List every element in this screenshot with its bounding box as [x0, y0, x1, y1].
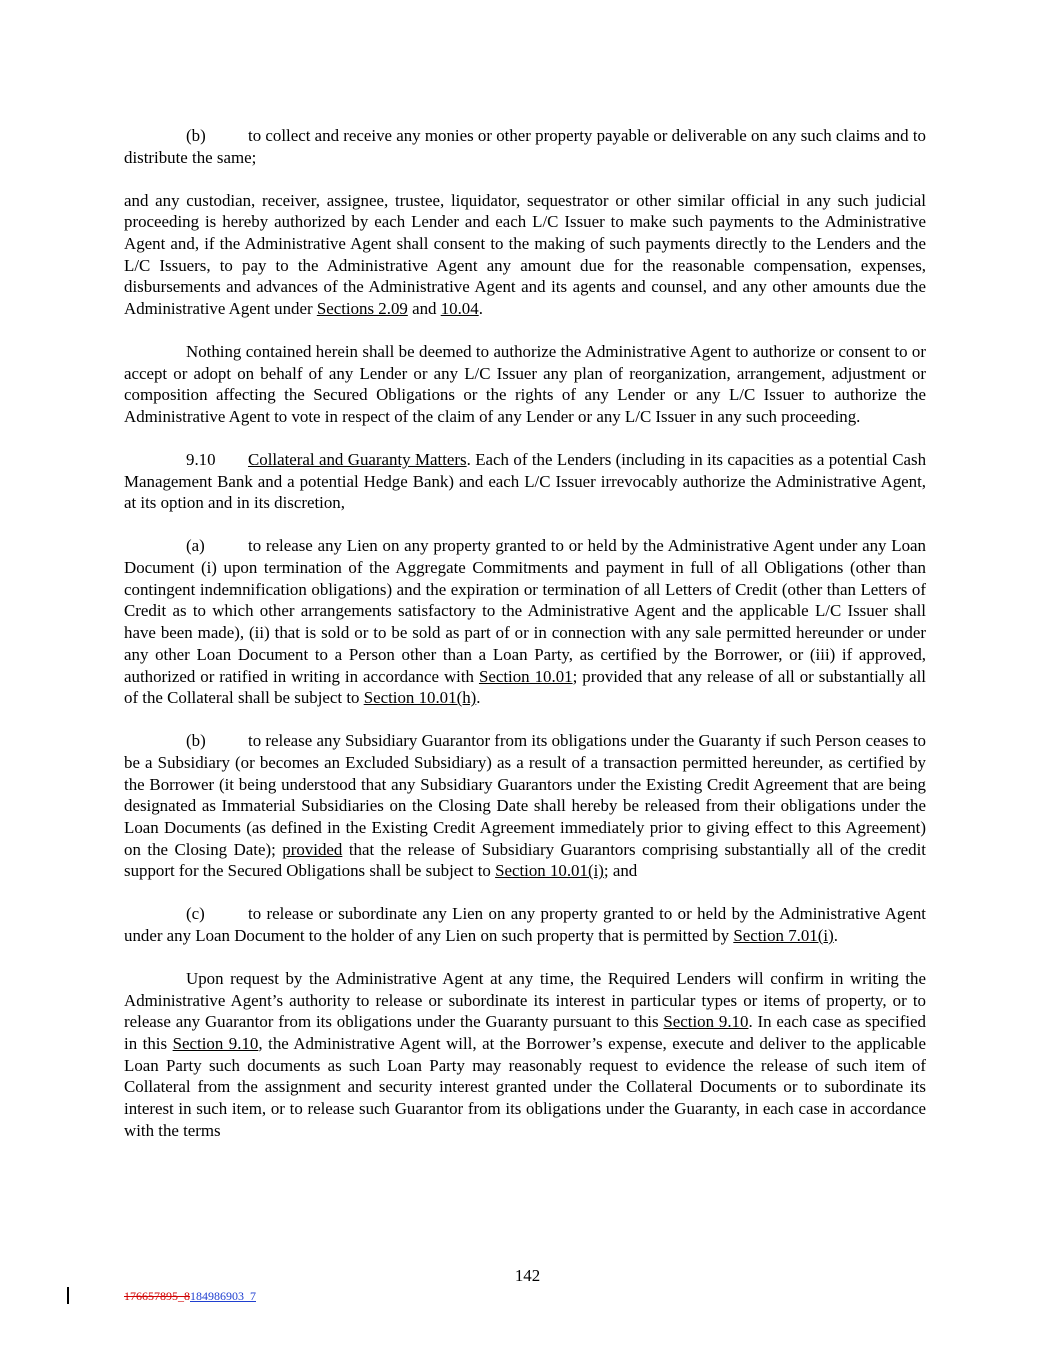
section-9-10: 9.10 Collateral and Guaranty Matters. Each of the Lenders (including in its capacities as a potential Cash Management Bank and a potential Hedge Bank) and each L/C Issuer irrevocably authorize the Administrative Agent, at its option and in its discretion, — [124, 450, 927, 513]
paragraph-custodian: and any custodian, receiver, assignee, trustee, liquidator, sequestrator or other similar official in any such judicial proceeding is hereby authorized by each Lender and each L/C Issuer to make such payments to the Administrative Agent and, if the Administrative Agent shall consent to the making of such payments directly to the Lenders and the L/C Issuers, to pay to the Administrative Agent any amount due for the reasonable compensation, expenses, disbursements and advances of the Administrative Agent and its agents and counsel, and any other amounts due the Administrative Agent under Sections 2.09 and 10.04. — [124, 190, 926, 319]
paragraph-nothing-contained: Nothing contained herein shall be deemed to authorize the Administrative Agent to authorize or consent to or accept or adopt on behalf of any Lender or any L/C Issuer any plan of reorganization, arrangement, adjustment or composition affecting the Secured Obligations or the rights of any Lender or any L/C Issuer to authorize the Administrative Agent to vote in respect of the claim of any Lender or any L/C Issuer in any such proceeding. — [124, 342, 926, 427]
paragraph-a-release-lien: (a) to release any Lien on any property granted to or held by the Administrative Agent under any Loan Document (i) upon termination of the Aggregate Commitments and payment in full of all Obligations (other than contingent indemnification obligations) and the expiration or termination of all Letters of Credit (other than Letters of Credit as to which other arrangements satisfactory to the Administrative Agent and the applicable L/C Issuer shall have been made), (ii) that is sold or to be sold as part of or in connection with any sale permitted hereunder or under any other Loan Document to a Person other than a Loan Party, as certified by the Borrower, or (iii) if approved, authorized or ratified in writing in accordance with Section 10.01; provided that any release of all or substantially all of the Collateral shall be subject to Section 10.01(h). — [124, 536, 926, 708]
cross-reference: Section 10.01(i) — [495, 861, 604, 881]
clause-label: (c) — [186, 904, 205, 924]
change-bar — [67, 1287, 69, 1304]
paragraph-upon-request: Upon request by the Administrative Agent at any time, the Required Lenders will confirm in writing the Administrative Agent’s authority to release or subordinate its interest in particular types or items of property, or to release any Guarantor from its obligations under the Guaranty pursuant to this Section 9.10. In each case as specified in this Section 9.10, the Administrative Agent will, at the Borrower’s expense, execute and deliver to the applicable Loan Party such documents as such Loan Party may reasonably request to evidence the release of such item of Collateral from the assignment and security interest granted under the Collateral Documents or to subordinate its interest in such item, or to release such Guarantor from its obligations under the Guaranty, in each case in accordance with the terms — [124, 968, 926, 1140]
cross-reference: Section 10.01 — [478, 666, 573, 686]
cross-reference: Sections 2.09 — [316, 299, 408, 319]
paragraph-c-subordinate: (c) to release or subordinate any Lien on any property granted to or held by the Administrative Agent under any Loan Document to the holder of any Lien on such property that is permitted by Section 7.01(i). — [124, 904, 926, 945]
document-id — [124, 1289, 256, 1304]
cross-reference: 10.04 — [440, 299, 479, 319]
paragraph-b-release-guarantor: (b) to release any Subsidiary Guarantor from its obligations under the Guaranty if such Person ceases to be a Subsidiary (or becomes an Excluded Subsidiary) as a result of a transaction permitted hereunder, as certified by the Borrower (it being understood that any Subsidiary Guarantors under the Existing Credit Agreement that are being designated as Immaterial Subsidiaries on the Closing Date shall hereby be released from their obligations under the Loan Documents (as defined in the Existing Credit Agreement immediately prior to giving effect to this Agreement) on the Closing Date); provided that the release of Subsidiary Guarantors comprising substantially all of the credit support for the Secured Obligations shall be subject to Section 10.01(i); and — [124, 731, 926, 881]
clause-label: (a) — [186, 536, 205, 556]
page-number: 142 — [514, 1266, 541, 1285]
document-body — [124, 125, 926, 1141]
cross-reference: Section 10.01(h) — [363, 688, 477, 708]
document-id-inserted: 184986903_7 — [190, 1289, 256, 1303]
clause-label: (b) — [186, 126, 206, 145]
clause-label: (b) — [186, 731, 206, 751]
provided-term: provided — [282, 839, 343, 859]
cross-reference: Section 9.10 — [172, 1033, 259, 1053]
cross-reference: Section 9.10 — [663, 1012, 749, 1032]
section-number: 9.10 — [186, 450, 216, 469]
section-heading: Collateral and Guaranty Matters — [248, 450, 467, 469]
document-id-deleted: 176657895_8 — [124, 1289, 190, 1303]
cross-reference: Section 7.01(i) — [733, 925, 834, 945]
paragraph-b-collect: (b) to collect and receive any monies or other property payable or deliverable on any such claims and to distribute the same; — [124, 126, 926, 167]
